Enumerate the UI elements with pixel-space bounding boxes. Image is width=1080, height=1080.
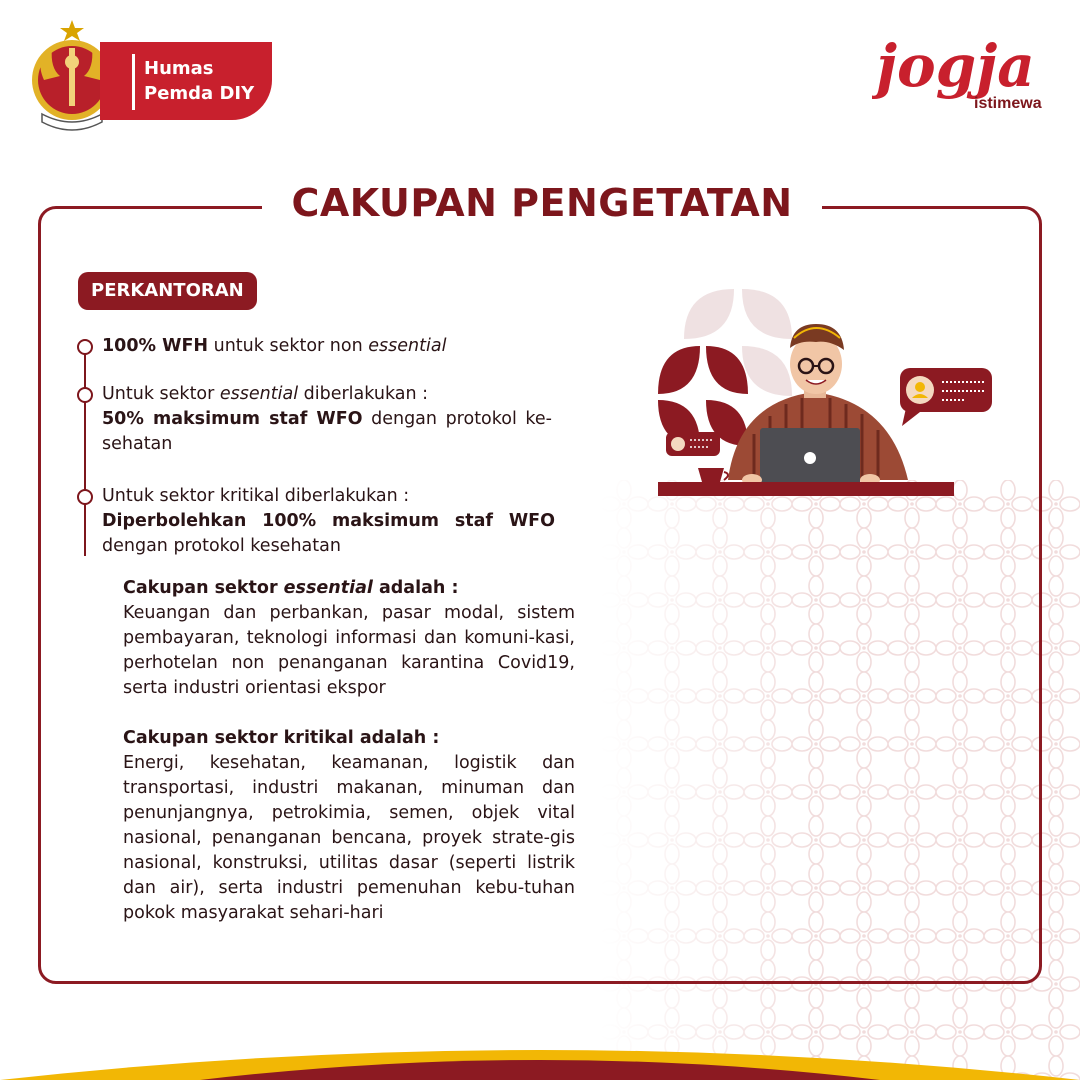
timeline-dot	[77, 387, 93, 403]
heading-text: adalah :	[372, 578, 459, 598]
heading-italic: essential	[283, 578, 373, 598]
list-item	[102, 484, 557, 559]
item-bold: 100% WFH	[102, 336, 209, 356]
timeline-line	[84, 346, 86, 556]
timeline-dot	[77, 339, 93, 355]
org-line-1: Humas	[144, 58, 214, 79]
brand-tagline: istimewa	[974, 95, 1042, 112]
critical-sector-heading: Cakupan sektor kritikal adalah :	[123, 728, 440, 748]
bottom-wave-decoration	[0, 1030, 1080, 1080]
item-text: untuk sektor non	[208, 336, 369, 356]
list-item	[102, 334, 557, 359]
item-bold: 50% maksimum staf WFO	[102, 409, 363, 429]
item-text: Untuk sektor kritikal diberlakukan :	[102, 486, 410, 506]
org-name	[144, 56, 254, 106]
item-bold: Diperbolehkan 100% maksimum staf WFO	[102, 511, 555, 531]
jogja-istimewa-logo	[872, 30, 1058, 116]
timeline-dot	[77, 489, 93, 505]
item-text: dengan protokol kesehatan	[102, 536, 341, 556]
critical-sector-block	[123, 726, 575, 926]
org-line-2: Pemda DIY	[144, 83, 255, 104]
item-text: diberlakukan :	[298, 384, 429, 404]
brand-name: jogja	[876, 32, 1035, 100]
essential-sector-heading	[123, 576, 575, 601]
item-text: dengan protokol ke-sehatan	[102, 409, 552, 454]
essential-sector-block	[123, 576, 575, 701]
heading-text: Cakupan sektor	[123, 578, 284, 598]
category-badge: PERKANTORAN	[78, 272, 257, 310]
item-text: Untuk sektor	[102, 384, 220, 404]
humas-pemda-label	[100, 42, 272, 120]
critical-sector-body: Energi, kesehatan, keamanan, logistik dan transportasi, industri makanan, minuman dan penunjangnya, petrokimia, semen, objek vital nasional, penanganan bencana, proyek strate-gis nasional, konstruksi, utilitas dasar (seperti listrik dan air), serta industri pemenuhan kebu-tuhan pokok masyarakat sehari-hari	[123, 753, 575, 923]
page-title: CAKUPAN PENGETATAN	[291, 181, 793, 225]
worker-laptop-illustration	[654, 284, 994, 504]
essential-sector-body: Keuangan dan perbankan, pasar modal, sistem pembayaran, teknologi informasi dan komuni-kasi, perhotelan non penanganan karantina Covid19, serta industri orientasi ekspor	[123, 603, 575, 698]
item-italic: essential	[219, 384, 299, 404]
list-item	[102, 382, 557, 457]
item-italic: essential	[368, 336, 447, 356]
divider	[132, 54, 135, 110]
